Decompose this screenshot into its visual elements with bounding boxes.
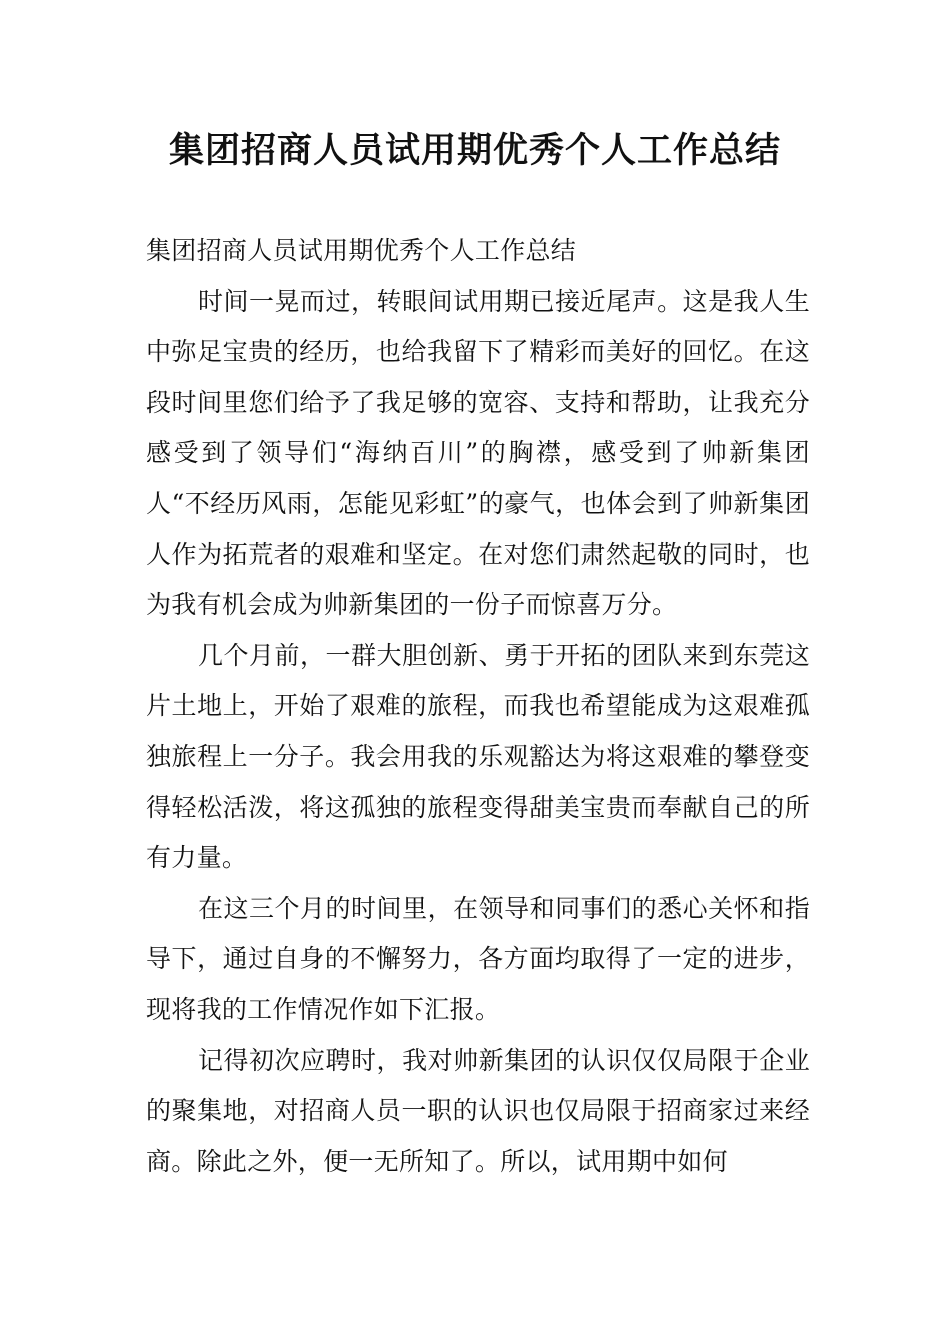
document-subheading: 集团招商人员试用期优秀个人工作总结: [146, 236, 577, 265]
paragraph: 时间一晃而过，转眼间试用期已接近尾声。这是我人生中弥足宝贵的经历，也给我留下了精彩而美好的回忆。在这段时间里您们给予了我足够的宽容、支持和帮助，让我充分感受到了领导们“海纳百川”的胸襟，感受到了帅新集团人“不经历风雨，怎能见彩虹”的豪气，也体会到了帅新集团人作为拓荒者的艰难和坚定。在对您们肃然起敬的同时，也为我有机会成为帅新集团的一份子而惊喜万分。: [146, 286, 810, 620]
paragraph: 几个月前，一群大胆创新、勇于开拓的团队来到东莞这片土地上，开始了艰难的旅程，而我也希望能成为这艰难孤独旅程上一分子。我会用我的乐观豁达为将这艰难的攀登变得轻松活泼，将这孤独的旅程变得甜美宝贵而奉献自己的所有力量。: [146, 640, 810, 873]
document-title: 集团招商人员试用期优秀个人工作总结: [168, 131, 781, 171]
paragraph: 记得初次应聘时，我对帅新集团的认识仅仅局限于企业的聚集地，对招商人员一职的认识也仅局限于招商家过来经商。除此之外，便一无所知了。所以，试用期中如何: [146, 1045, 810, 1176]
paragraph: 在这三个月的时间里，在领导和同事们的悉心关怀和指导下，通过自身的不懈努力，各方面均取得了一定的进步，现将我的工作情况作如下汇报。: [146, 893, 810, 1024]
document-body: [146, 226, 810, 1187]
